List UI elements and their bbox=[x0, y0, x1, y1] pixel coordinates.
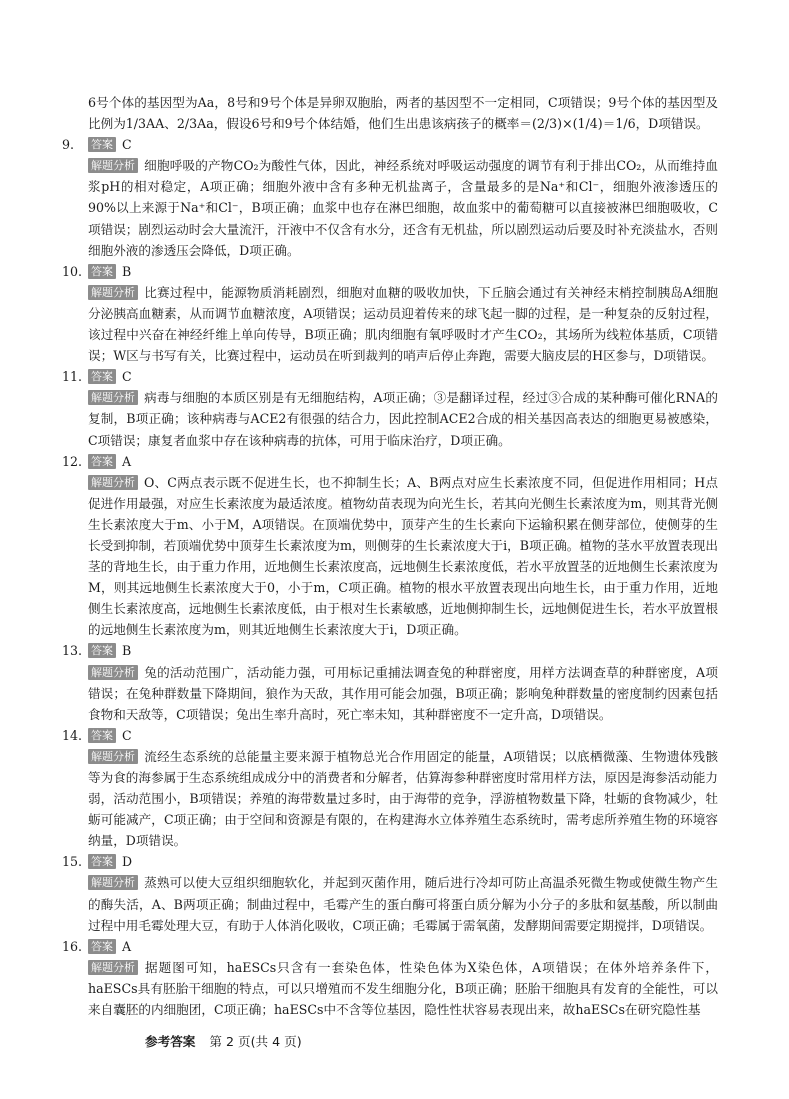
analysis-paragraph bbox=[88, 472, 718, 641]
analysis-paragraph bbox=[88, 155, 718, 260]
analysis-tag: 解题分析 bbox=[88, 285, 138, 300]
answer-line: 14. 答案 C bbox=[62, 727, 132, 743]
answer-tag: 答案 bbox=[88, 643, 116, 658]
answer-tag: 答案 bbox=[88, 854, 116, 869]
answer-tag: 答案 bbox=[88, 939, 116, 954]
question-list bbox=[62, 134, 718, 1020]
answer-letter: A bbox=[122, 938, 132, 954]
answer-letter: C bbox=[122, 137, 132, 153]
answer-line: 13. 答案 B bbox=[62, 643, 132, 659]
answer-letter: B bbox=[122, 643, 132, 659]
analysis-tag: 解题分析 bbox=[88, 390, 138, 405]
footer-page-number: 第 2 页(共 4 页) bbox=[209, 1034, 302, 1049]
analysis-tag: 解题分析 bbox=[88, 665, 138, 680]
answer-tag: 答案 bbox=[88, 369, 116, 384]
answer-line: 16. 答案 A bbox=[62, 938, 132, 954]
answer-tag: 答案 bbox=[88, 454, 116, 469]
answer-line: 11. 答案 C bbox=[62, 369, 132, 385]
analysis-paragraph bbox=[88, 746, 718, 851]
analysis-text: 蒸熟可以使大豆组织细胞软化，并起到灭菌作用，随后进行冷却可防止高温杀死微生物或使微生物产生的酶失活，A、B两项正确；制曲过程中，毛霉产生的蛋白酶可将蛋白质分解为小分子的多肽和氨基酸，所以制曲过程中用毛霉处理大豆，有助于人体消化吸收，C项正确；毛霉属于需氧菌，发酵期间需要定期搅拌，D项错误。 bbox=[88, 875, 718, 933]
analysis-paragraph bbox=[88, 662, 718, 725]
answer-letter: A bbox=[122, 453, 132, 469]
analysis-paragraph bbox=[88, 387, 718, 450]
footer-title: 参考答案 bbox=[145, 1034, 196, 1049]
analysis-text: 据题图可知，haESCs只含有一套染色体，性染色体为X染色体，A项错误；在体外培养条件下，haESCs具有胚胎干细胞的特点，可以只增殖而不发生细胞分化，B项正确；胚胎干细胞具有发育的全能性，可以来自囊胚的内细胞团，C项正确；haESCs中不含等位基因，隐性性状容易表现出来，故haESCs在研究隐性基 bbox=[88, 959, 718, 1018]
analysis-text: 病毒与细胞的本质区别是有无细胞结构，A项正确；③是翻译过程，经过③合成的某种酶可催化RNA的复制，B项正确；该种病毒与ACE2有很强的结合力，因此控制ACE2合成的相关基因高表达的细胞更易被感染，C项错误；康复者血浆中存在该种病毒的抗体，可用于临床治疗，D项正确。 bbox=[88, 390, 718, 448]
analysis-text: 兔的活动范围广，活动能力强，可用标记重捕法调查兔的种群密度，用样方法调查草的种群密度，A项错误；在兔种群数量下降期间，狼作为天敌，其作用可能会加强，B项正确；影响兔种群数量的密度制约因素包括食物和天敌等，C项错误；兔出生率升高时，死亡率未知，其种群密度不一定升高，D项错误。 bbox=[88, 664, 718, 722]
answer-letter: D bbox=[122, 854, 133, 870]
analysis-paragraph bbox=[88, 957, 718, 1020]
answer-tag: 答案 bbox=[88, 264, 116, 279]
analysis-tag: 解题分析 bbox=[88, 960, 138, 975]
analysis-paragraph bbox=[88, 282, 718, 366]
document-body bbox=[62, 92, 718, 1020]
answer-line: 10. 答案 B bbox=[62, 263, 132, 279]
answer-tag: 答案 bbox=[88, 728, 116, 743]
analysis-paragraph bbox=[88, 872, 718, 935]
answer-tag: 答案 bbox=[88, 137, 116, 152]
answer-letter: C bbox=[122, 727, 132, 743]
answer-line: 12. 答案 A bbox=[62, 453, 132, 469]
page-footer bbox=[145, 1031, 302, 1050]
analysis-text: 细胞呼吸的产物CO₂为酸性气体，因此，神经系统对呼吸运动强度的调节有利于排出CO₂，从而维持血浆pH的相对稳定，A项正确；细胞外液中含有多种无机盐离子，含量最多的是Na⁺和Cl⁻，细胞外液渗透压的90%以上来源于Na⁺和Cl⁻，B项正确；血浆中也存在淋巴细胞，故血浆中的葡萄糖可以直接被淋巴细胞吸收，C项错误；剧烈运动时会大量流汗，汗液中不仅含有水分，还含有无机盐，所以剧烈运动后要及时补充淡盐水，否则细胞外液的渗透压会降低，D项正确。 bbox=[88, 158, 718, 258]
intro-paragraph: 6号个体的基因型为Aa，8号和9号个体是异卵双胞胎，两者的基因型不一定相同，C项错误；9号个体的基因型及比例为1/3AA、2/3Aa，假设6号和9号个体结婚，他们生出患该病孩子的概率＝(2/3)×(1/4)＝1/6，D项错误。 bbox=[88, 95, 718, 132]
answer-line: 15. 答案 D bbox=[62, 854, 133, 870]
answer-letter: C bbox=[122, 369, 132, 385]
answer-letter: B bbox=[122, 263, 132, 279]
analysis-tag: 解题分析 bbox=[88, 749, 138, 764]
analysis-text: 流经生态系统的总能量主要来源于植物总光合作用固定的能量，A项错误；以底栖微藻、生物遗体残骸等为食的海参属于生态系统组成成分中的消费者和分解者，估算海参种群密度时常用样方法，原因是海参活动能力弱，活动范围小，B项错误；养殖的海带数量过多时，由于海带的竞争，浮游植物数量下降，牡蛎的食物减少，牡蛎可能减产，C项正确；由于空间和资源是有限的，在构建海水立体养殖生态系统时，需考虑所养殖生物的环境容纳量，D项错误。 bbox=[88, 748, 718, 849]
analysis-tag: 解题分析 bbox=[88, 875, 138, 890]
analysis-text: 比赛过程中，能源物质消耗剧烈，细胞对血糖的吸收加快，下丘脑会通过有关神经末梢控制胰岛A细胞分泌胰高血糖素，从而调节血糖浓度，A项错误；运动员迎着传来的球飞起一脚的过程，是一种复杂的反射过程，该过程中兴奋在神经纤维上单向传导，B项正确；肌肉细胞有氧呼吸时才产生CO₂，其场所为线粒体基质，C项错误；W区与书写有关，比赛过程中，运动员在听到裁判的哨声后停止奔跑，需要大脑皮层的H区参与，D项错误。 bbox=[88, 284, 718, 364]
analysis-tag: 解题分析 bbox=[88, 475, 138, 490]
analysis-tag: 解题分析 bbox=[88, 158, 138, 173]
analysis-text: O、C两点表示既不促进生长，也不抑制生长；A、B两点对应生长素浓度不同，但促进作用相同；H点促进作用最强，对应生长素浓度为最适浓度。植物幼苗表现为向光生长，若其向光侧生长素浓度为m，则其背光侧生长素浓度大于m、小于M，A项错误。在顶端优势中，顶芽产生的生长素向下运输积累在侧芽部位，使侧芽的生长受到抑制，若顶端优势中顶芽生长素浓度为m，则侧芽的生长素浓度大于i，B项正确。植物的茎水平放置表现出茎的背地生长，由于重力作用，近地侧生长素浓度高，远地侧生长素浓度低，若水平放置茎的近地侧生长素浓度为M，则其远地侧生长素浓度大于0，小于m，C项正确。植物的根水平放置表现出向地生长，由于重力作用，近地侧生长素浓度高，远地侧生长素浓度低，由于根对生长素敏感，近地侧抑制生长，远地侧促进生长，若水平放置根的远地侧生长素浓度为m，则其近地侧生长素浓度大于i，D项正确。 bbox=[88, 474, 718, 638]
answer-line: 9. 答案 C bbox=[62, 137, 132, 153]
